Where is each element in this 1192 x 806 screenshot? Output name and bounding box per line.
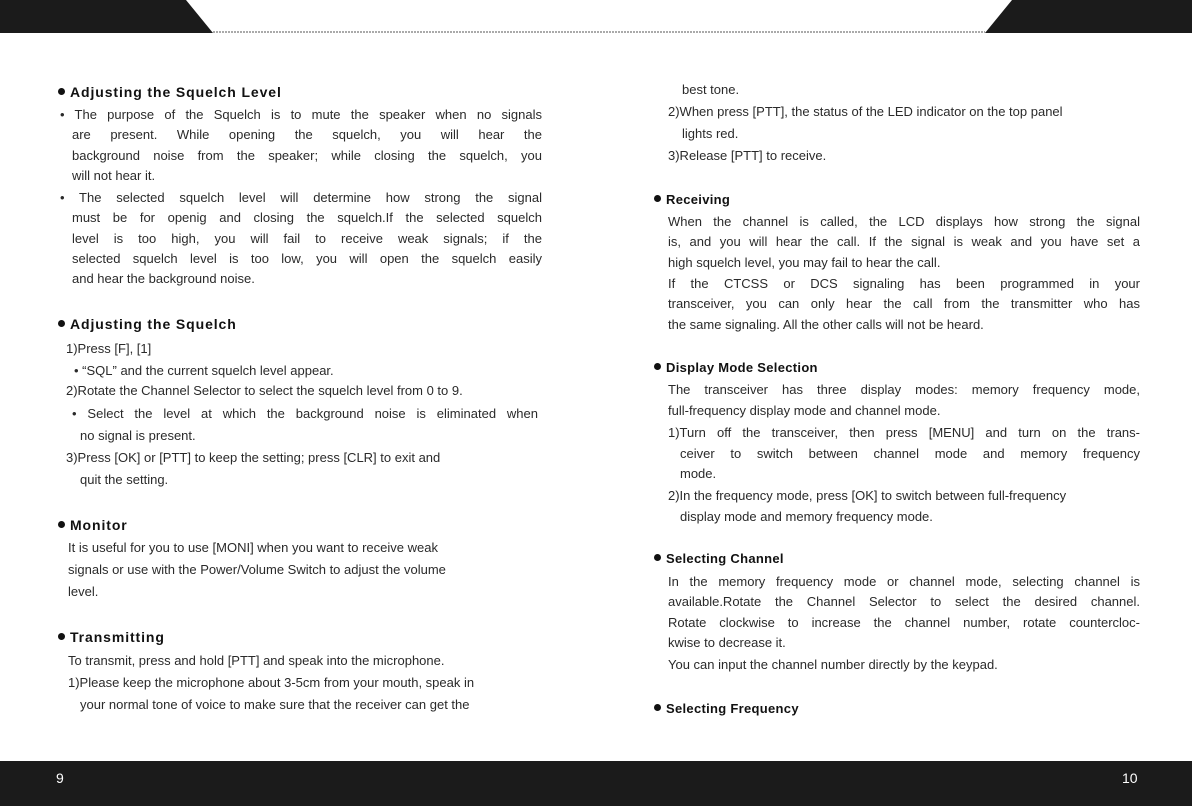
paragraph-line: transceiver, you can only hear the call from the transmitter who has bbox=[668, 296, 1140, 311]
paragraph-line: When the channel is called, the LCD displays how strong the signal bbox=[668, 214, 1140, 229]
section-heading-display-mode: Display Mode Selection bbox=[654, 360, 818, 375]
bullet-icon bbox=[654, 704, 661, 711]
paragraph-line: quit the setting. bbox=[80, 472, 169, 487]
bottom-band bbox=[0, 761, 1192, 806]
paragraph-line: full-frequency display mode and channel mode. bbox=[668, 403, 941, 418]
section-heading-squelch-level: Adjusting the Squelch Level bbox=[58, 84, 282, 100]
paragraph-line: • “SQL” and the current squelch level appear. bbox=[74, 363, 334, 378]
paragraph-line: 1)Press [F], [1] bbox=[66, 341, 152, 356]
paragraph-line: You can input the channel number directly by the keypad. bbox=[668, 657, 998, 672]
bullet-icon bbox=[58, 320, 65, 327]
paragraph-line: is, and you will hear the call. If the signal is weak and you have set a bbox=[668, 234, 1140, 249]
paragraph-line: must be for openig and closing the squelch.If the selected squelch bbox=[72, 210, 542, 225]
paragraph-line: In the memory frequency mode or channel mode, selecting channel is bbox=[668, 574, 1140, 589]
paragraph-line: and hear the background noise. bbox=[72, 271, 255, 286]
paragraph-line: are present. While opening the squelch, you will hear the bbox=[72, 127, 542, 142]
paragraph-line: The transceiver has three display modes: memory frequency mode, bbox=[668, 382, 1140, 397]
bullet-icon bbox=[654, 195, 661, 202]
paragraph-line: 2)In the frequency mode, press [OK] to switch between full-frequency bbox=[668, 488, 1067, 503]
paragraph-line: high squelch level, you may fail to hear the call. bbox=[668, 255, 941, 270]
bullet-icon bbox=[654, 363, 661, 370]
section-heading-selecting-channel: Selecting Channel bbox=[654, 551, 784, 566]
paragraph-line: the same signaling. All the other calls will not be heard. bbox=[668, 317, 984, 332]
paragraph-line: level is too high, you will fail to receive weak signals; if the bbox=[72, 231, 542, 246]
paragraph-line: 1)Turn off the transceiver, then press [MENU] and turn on the trans- bbox=[668, 425, 1140, 440]
paragraph-line: 3)Release [PTT] to receive. bbox=[668, 148, 827, 163]
paragraph-line: If the CTCSS or DCS signaling has been programmed in your bbox=[668, 276, 1140, 291]
paragraph-line: background noise from the speaker; while closing the squelch, you bbox=[72, 148, 542, 163]
paragraph-line: 3)Press [OK] or [PTT] to keep the setting; press [CLR] to exit and bbox=[66, 450, 441, 465]
paragraph-line: mode. bbox=[680, 466, 717, 481]
paragraph-line: lights red. bbox=[682, 126, 739, 141]
paragraph-line: will not hear it. bbox=[72, 168, 156, 183]
section-heading-selecting-frequency: Selecting Frequency bbox=[654, 701, 799, 716]
bullet-icon bbox=[654, 554, 661, 561]
paragraph-line: 2)Rotate the Channel Selector to select the squelch level from 0 to 9. bbox=[66, 383, 463, 398]
paragraph-line: To transmit, press and hold [PTT] and speak into the microphone. bbox=[68, 653, 445, 668]
bullet-icon bbox=[58, 521, 65, 528]
section-heading-squelch: Adjusting the Squelch bbox=[58, 316, 237, 332]
section-heading-monitor: Monitor bbox=[58, 517, 128, 533]
paragraph-line: level. bbox=[68, 584, 99, 599]
paragraph-line: kwise to decrease it. bbox=[668, 635, 786, 650]
page-number-right: 10 bbox=[1122, 770, 1138, 786]
section-heading-receiving: Receiving bbox=[654, 192, 730, 207]
paragraph-line: ceiver to switch between channel mode and memory frequency bbox=[680, 446, 1140, 461]
paragraph-line: best tone. bbox=[682, 82, 740, 97]
paragraph-line: available.Rotate the Channel Selector to select the desired channel. bbox=[668, 594, 1140, 609]
paragraph-line: • The selected squelch level will determine how strong the signal bbox=[60, 190, 542, 205]
paragraph-line: signals or use with the Power/Volume Switch to adjust the volume bbox=[68, 562, 446, 577]
paragraph-line: display mode and memory frequency mode. bbox=[680, 509, 933, 524]
paragraph-line: 2)When press [PTT], the status of the LED indicator on the top panel bbox=[668, 104, 1063, 119]
paragraph-line: selected squelch level is too low, you will open the squelch easily bbox=[72, 251, 542, 266]
page-number-left: 9 bbox=[56, 770, 64, 786]
top-decorative-band bbox=[0, 0, 1192, 33]
paragraph-line: no signal is present. bbox=[80, 428, 196, 443]
paragraph-line: • The purpose of the Squelch is to mute the speaker when no signals bbox=[60, 107, 542, 122]
paragraph-line: It is useful for you to use [MONI] when you want to receive weak bbox=[68, 540, 438, 555]
paragraph-line: Rotate clockwise to increase the channel number, rotate countercloc- bbox=[668, 615, 1140, 630]
bullet-icon bbox=[58, 633, 65, 640]
section-heading-transmitting: Transmitting bbox=[58, 629, 165, 645]
bullet-icon bbox=[58, 88, 65, 95]
paragraph-line: your normal tone of voice to make sure that the receiver can get the bbox=[80, 697, 470, 712]
paragraph-line: 1)Please keep the microphone about 3-5cm from your mouth, speak in bbox=[68, 675, 475, 690]
paragraph-line: • Select the level at which the background noise is eliminated when bbox=[72, 406, 538, 421]
